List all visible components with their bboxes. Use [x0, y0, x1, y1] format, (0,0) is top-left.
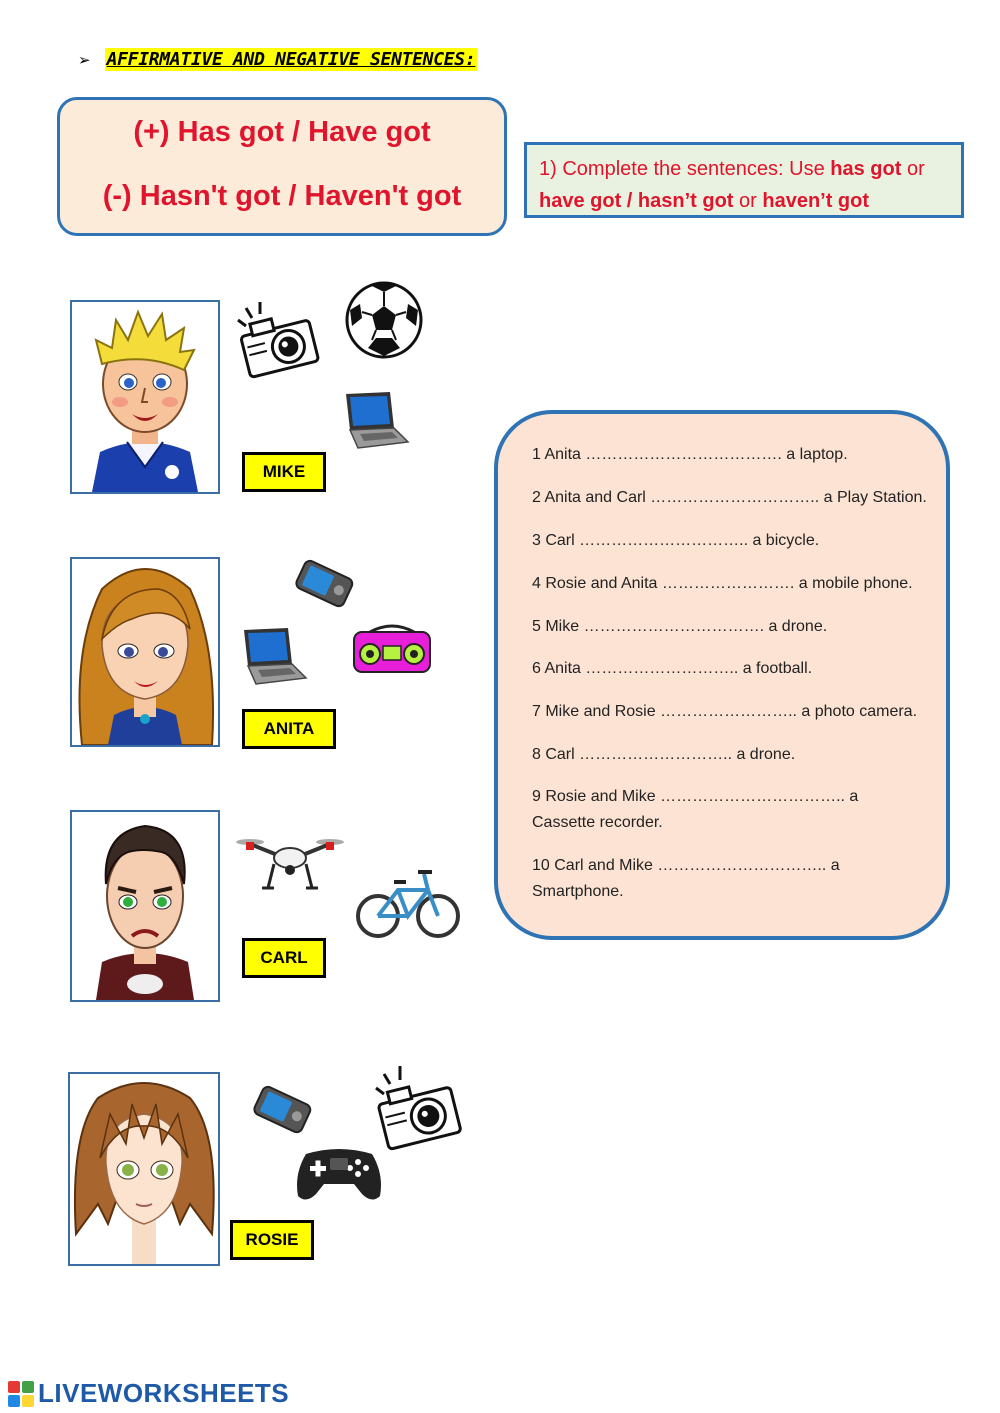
exercise-sentence: 1 Anita ………………………………. a laptop.	[532, 446, 848, 463]
affirmative-rule: (+) Has got / Have got	[133, 116, 431, 148]
drone-icon	[234, 832, 346, 892]
footer-brand: LIVEWORKSHEETS	[38, 1378, 290, 1408]
game-controller-icon	[292, 1144, 386, 1204]
rosie-avatar	[68, 1072, 220, 1266]
exercise-box	[494, 410, 950, 940]
exercise-sentence: 8 Carl ……………………….. a drone.	[532, 746, 796, 763]
laptop-icon	[236, 626, 308, 686]
exercise-sentence: 9 Rosie and Mike …………………………….. a Cassette recorder.	[532, 788, 859, 831]
name-label-rosie: ROSIE	[230, 1220, 314, 1260]
exercise-sentence: 4 Rosie and Anita ……………………. a mobile phone.	[532, 575, 913, 592]
name-label-anita: ANITA	[242, 709, 336, 749]
negative-rule: (-) Hasn't got / Haven't got	[102, 180, 462, 212]
exercise-sentence: 2 Anita and Carl ………………………….. a Play Station.	[532, 489, 927, 506]
exercise-sentence: 6 Anita ……………………….. a football.	[532, 660, 813, 677]
instruction-prefix: 1) Complete the sentences: Use	[539, 158, 831, 180]
anita-avatar	[70, 557, 220, 747]
instruction-option-has-got: has got	[830, 158, 902, 180]
mobile-phone-icon	[246, 1080, 316, 1140]
exercise-sentence: 10 Carl and Mike ………………………….. a Smartphone.	[532, 857, 840, 900]
camera-icon	[232, 300, 324, 382]
bullet-arrow-icon: ➢	[78, 50, 91, 69]
carl-avatar	[70, 810, 220, 1002]
instruction-or: or	[733, 190, 763, 212]
instruction-or: or	[901, 158, 925, 180]
exercise-sentence: 3 Carl ………………………….. a bicycle.	[532, 532, 820, 549]
grammar-box	[57, 97, 507, 236]
instruction-option-havent-got: haven’t got	[762, 190, 870, 212]
section-heading	[78, 48, 477, 71]
exercise-sentence: 5 Mike ……………………………. a drone.	[532, 618, 828, 635]
instruction-box	[524, 142, 964, 218]
bicycle-icon	[356, 860, 460, 940]
mike-avatar	[70, 300, 220, 494]
laptop-icon	[338, 390, 410, 450]
name-label-carl: CARL	[242, 938, 326, 978]
instruction-option-have-got-hasnt-got: have got / hasn’t got	[539, 190, 734, 212]
heading-text: AFFIRMATIVE AND NEGATIVE SENTENCES:	[106, 49, 476, 70]
cassette-recorder-icon	[350, 620, 434, 676]
footer-logo	[8, 1378, 289, 1409]
name-label-mike: MIKE	[242, 452, 326, 492]
camera-icon	[368, 1064, 466, 1154]
exercise-sentence: 7 Mike and Rosie …………………….. a photo camera.	[532, 703, 918, 720]
mobile-phone-icon	[288, 556, 358, 612]
liveworksheets-logo-icon	[8, 1381, 34, 1407]
football-icon	[338, 280, 430, 360]
